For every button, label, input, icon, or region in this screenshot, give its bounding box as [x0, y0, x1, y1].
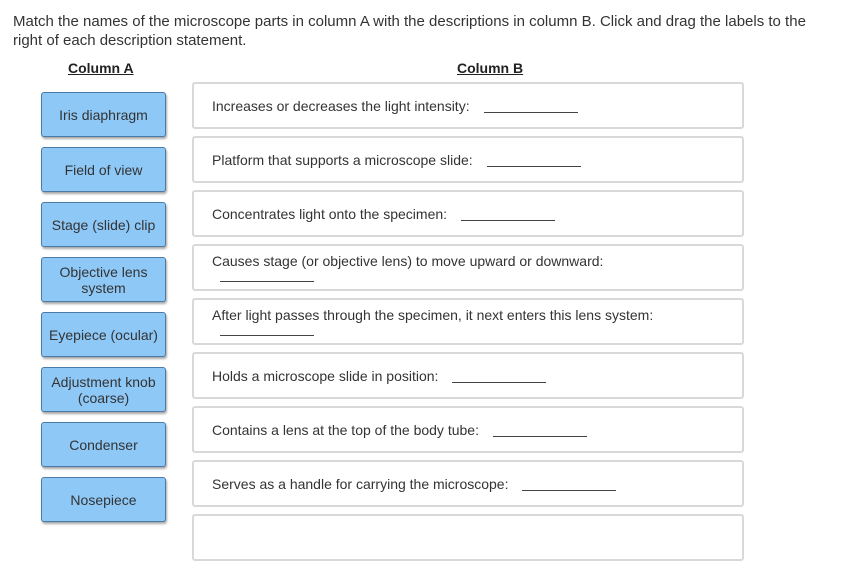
answer-blank [493, 435, 587, 437]
description-text: Concentrates light onto the specimen: [212, 206, 448, 222]
answer-blank [220, 335, 314, 336]
description-text: Contains a lens at the top of the body tube: [212, 422, 479, 438]
answer-blank [487, 165, 581, 167]
description-text: Holds a microscope slide in position: [212, 368, 439, 384]
description-drop-target[interactable] [192, 190, 744, 237]
label-nosepiece[interactable] [41, 477, 166, 522]
label-text: Condenser [69, 436, 138, 453]
column-a-header: Column A [68, 60, 134, 76]
label-objective-lens-system[interactable] [41, 257, 166, 302]
label-adjustment-knob-coarse[interactable] [41, 367, 166, 412]
label-text: Eyepiece (ocular) [49, 326, 158, 343]
label-eyepiece-ocular[interactable] [41, 312, 166, 357]
answer-blank [484, 111, 578, 113]
label-text: Nosepiece [70, 491, 137, 508]
description-drop-target[interactable] [192, 352, 744, 399]
description-text: Increases or decreases the light intensity: [212, 98, 470, 114]
answer-blank [522, 489, 616, 491]
label-condenser[interactable] [41, 422, 166, 467]
description-drop-target[interactable] [192, 136, 744, 183]
instructions-text: Match the names of the microscope parts in column A with the descriptions in column B. Click and drag the labels to the right of each description statement. [13, 13, 806, 49]
description-drop-target[interactable] [192, 244, 744, 291]
label-text: Objective lens system [59, 263, 148, 296]
label-stage-slide-clip[interactable] [41, 202, 166, 247]
description-text: Platform that supports a microscope slide: [212, 152, 473, 168]
description-drop-target[interactable] [192, 298, 744, 345]
answer-blank [220, 281, 314, 282]
label-text: Stage (slide) clip [51, 216, 156, 233]
label-text: Adjustment knob (coarse) [51, 373, 156, 406]
answer-blank [461, 219, 555, 221]
description-text: After light passes through the specimen, it next enters this lens system: [212, 307, 654, 323]
column-b-header: Column B [457, 60, 524, 76]
description-drop-target[interactable] [192, 406, 744, 453]
label-field-of-view[interactable] [41, 147, 166, 192]
description-drop-target[interactable] [192, 460, 744, 507]
description-drop-target[interactable] [192, 82, 744, 129]
description-drop-target[interactable] [192, 514, 744, 561]
label-iris-diaphragm[interactable] [41, 92, 166, 137]
answer-blank [452, 381, 546, 383]
label-text: Iris diaphragm [59, 106, 148, 123]
description-text: Causes stage (or objective lens) to move upward or downward: [212, 253, 604, 269]
label-text: Field of view [64, 161, 143, 178]
description-text: Serves as a handle for carrying the microscope: [212, 476, 509, 492]
